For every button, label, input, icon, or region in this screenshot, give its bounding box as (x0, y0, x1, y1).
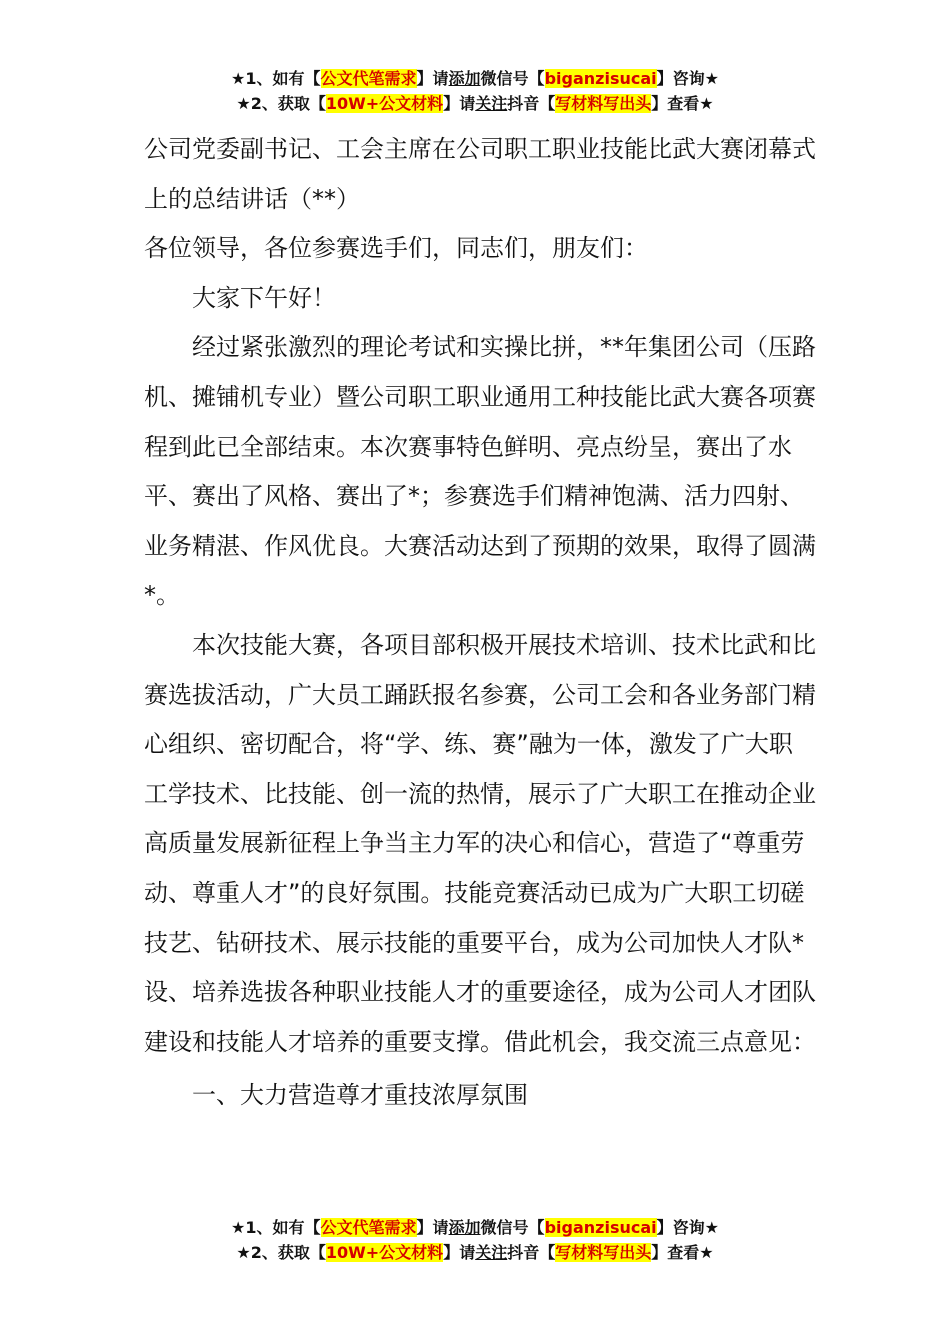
greeting: 大家下午好！ (192, 283, 336, 312)
banner-highlight: 10W+公文材料 (325, 94, 444, 113)
banner-line-1 (0, 1215, 950, 1240)
paragraph-1: 经过紧张激烈的理论考试和实操比拼，**年集团公司（压路机、摊铺机专业）暨公司职工职业通用工种技能比武大赛各项赛程到此已全部结束。本次赛事特色鲜明、亮点纷呈，赛出了水平、赛出了风格、赛出了*；参赛选手们精神饱满、活力四射、业务精湛、作风优良。大赛活动达到了预期的效果，取得了圆满*。 (144, 333, 816, 610)
banner-highlight: 写材料写出头 (555, 1243, 652, 1262)
banner-underline: 关注 (475, 94, 508, 113)
banner-text: 】请 (443, 1243, 476, 1262)
footer-banner (0, 1215, 950, 1265)
banner-highlight: 公文代笔需求 (320, 69, 417, 88)
banner-text: 微信号【 (480, 69, 545, 88)
banner-text: 微信号【 (480, 1218, 545, 1237)
banner-highlight: biganzisucai (544, 69, 657, 88)
banner-text: 】请 (443, 94, 476, 113)
banner-highlight: 公文代笔需求 (320, 1218, 417, 1237)
banner-text: 抖音【 (507, 1243, 556, 1262)
banner-text: 】咨询★ (656, 1218, 719, 1237)
banner-text: 】咨询★ (656, 69, 719, 88)
section-heading-1: 一、大力营造尊才重技浓厚氛围 (192, 1081, 528, 1110)
banner-text: 】查看★ (651, 1243, 714, 1262)
banner-text: ★1、如有【 (231, 69, 321, 88)
banner-underline: 关注 (475, 1243, 508, 1262)
banner-text: 抖音【 (507, 94, 556, 113)
banner-line-2 (0, 1240, 950, 1265)
banner-line-2 (0, 91, 950, 116)
banner-highlight: 10W+公文材料 (325, 1243, 444, 1262)
banner-text: 】请 (416, 1218, 449, 1237)
banner-text: ★1、如有【 (231, 1218, 321, 1237)
header-banner (0, 66, 950, 116)
banner-line-1 (0, 66, 950, 91)
banner-underline: 添加 (448, 1218, 481, 1237)
document-body (144, 125, 816, 1121)
salutation: 各位领导，各位参赛选手们，同志们，朋友们： (144, 234, 648, 263)
paragraph-2: 本次技能大赛，各项目部积极开展技术培训、技术比武和比赛选拔活动，广大员工踊跃报名参赛，公司工会和各业务部门精心组织、密切配合，将“学、练、赛”融为一体，激发了广大职工学技术、比技能、创一流的热情，展示了广大职工在推动企业高质量发展新征程上争当主力军的决心和信心，营造了“尊重劳动、尊重人才”的良好氛围。技能竞赛活动已成为广大职工切磋技艺、钻研技术、展示技能的重要平台，成为公司加快人才队*设、培养选拔各种职业技能人才的重要途径，成为公司人才团队建设和技能人才培养的重要支撑。借此机会，我交流三点意见： (144, 630, 816, 1056)
document-title: 公司党委副书记、工会主席在公司职工职业技能比武大赛闭幕式上的总结讲话（**） (144, 135, 816, 213)
banner-text: 】请 (416, 69, 449, 88)
banner-text: ★2、获取【 (236, 94, 326, 113)
banner-text: 】查看★ (651, 94, 714, 113)
banner-highlight: biganzisucai (544, 1218, 657, 1237)
banner-highlight: 写材料写出头 (555, 94, 652, 113)
banner-text: ★2、获取【 (236, 1243, 326, 1262)
banner-underline: 添加 (448, 69, 481, 88)
